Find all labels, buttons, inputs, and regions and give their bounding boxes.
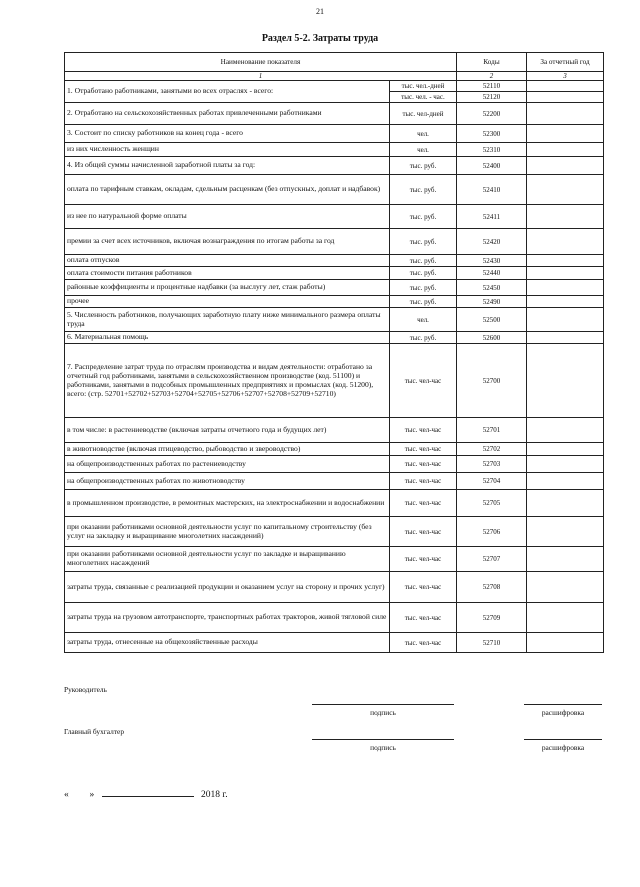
- row-name: оплата отпусков: [65, 255, 390, 267]
- row-name: при оказании работниками основной деятельности услуг по капитальному строительству (без услуг на закладку и выращивание многолетних насаждений): [65, 517, 390, 547]
- row-code: 52703: [457, 456, 527, 473]
- row-code: 52710: [457, 633, 527, 653]
- row-code: 52400: [457, 157, 527, 175]
- row-unit: тыс. чел-час: [390, 473, 457, 490]
- row-unit: тыс. чел-час: [390, 547, 457, 572]
- row-code: 52706: [457, 517, 527, 547]
- table-row: [65, 473, 604, 490]
- row-value-cell[interactable]: [527, 296, 604, 308]
- row-unit: тыс. чел-час: [390, 517, 457, 547]
- row-name: 3. Состоит по списку работников на конец года - всего: [65, 125, 390, 143]
- table-row: [65, 175, 604, 205]
- table-row: [65, 267, 604, 280]
- table-row: [65, 547, 604, 572]
- row-unit: тыс. руб.: [390, 332, 457, 344]
- row-code: 52450: [457, 280, 527, 296]
- row-value-cell[interactable]: [527, 125, 604, 143]
- head-signature-caption: подпись: [370, 708, 396, 717]
- row-unit: тыс. руб.: [390, 157, 457, 175]
- row-unit: тыс. чел.-дней: [390, 81, 457, 92]
- accountant-decoding-line[interactable]: [524, 739, 602, 740]
- row-code: 52411: [457, 205, 527, 229]
- row-name: оплата стоимости питания работников: [65, 267, 390, 280]
- row-code: 52702: [457, 443, 527, 456]
- row-unit: тыс. руб.: [390, 205, 457, 229]
- row-unit: тыс. чел-час: [390, 456, 457, 473]
- row-unit: тыс. чел-час: [390, 443, 457, 456]
- row-value-cell[interactable]: [527, 205, 604, 229]
- row-name: 6. Материальная помощь: [65, 332, 390, 344]
- row-name: затраты труда, связанные с реализацией продукции и оказанием услуг на сторону и прочих услуг): [65, 572, 390, 603]
- row-code: 52708: [457, 572, 527, 603]
- row-code: 52440: [457, 267, 527, 280]
- table-row: [65, 103, 604, 125]
- row-name: из них численность женщин: [65, 143, 390, 157]
- labor-costs-table: [64, 52, 604, 653]
- date-line: [64, 787, 228, 800]
- table-row: [65, 344, 604, 418]
- row-value-cell[interactable]: [527, 473, 604, 490]
- row-value-cell[interactable]: [527, 157, 604, 175]
- row-unit: тыс. руб.: [390, 175, 457, 205]
- row-code: 52701: [457, 418, 527, 443]
- table-row: [65, 81, 604, 92]
- head-decoding-caption: расшифровка: [541, 708, 585, 717]
- row-value-cell[interactable]: [527, 308, 604, 332]
- table-row: [65, 157, 604, 175]
- row-unit: тыс. чел-дней: [390, 103, 457, 125]
- row-value-cell[interactable]: [527, 280, 604, 296]
- row-code: 52110: [457, 81, 527, 92]
- row-name: 2. Отработано на сельскохозяйственных работах привлеченными работниками: [65, 103, 390, 125]
- row-unit: тыс. чел-час: [390, 633, 457, 653]
- row-code: 52300: [457, 125, 527, 143]
- table-row: [65, 332, 604, 344]
- head-decoding-line[interactable]: [524, 704, 602, 705]
- date-year: 2018 г.: [201, 790, 228, 800]
- row-unit: тыс. чел-час: [390, 418, 457, 443]
- table-row: [65, 308, 604, 332]
- row-name: в промышленном производстве, в ремонтных мастерских, на электроснабжении и водоснабжении: [65, 490, 390, 517]
- row-code: 52310: [457, 143, 527, 157]
- column-index-code: 2: [457, 72, 527, 81]
- row-name: из нее по натуральной форме оплаты: [65, 205, 390, 229]
- header-value: За отчетный год: [527, 53, 604, 72]
- column-index-row: [65, 72, 604, 81]
- row-name: на общепроизводственных работах по животноводству: [65, 473, 390, 490]
- row-value-cell[interactable]: [527, 547, 604, 572]
- head-label: Руководитель: [64, 685, 107, 694]
- row-name: прочее: [65, 296, 390, 308]
- accountant-signature-caption: подпись: [370, 743, 396, 752]
- row-name: на общепроизводственных работах по растениеводству: [65, 456, 390, 473]
- row-value-cell[interactable]: [527, 456, 604, 473]
- table-row: [65, 205, 604, 229]
- row-value-cell[interactable]: [527, 633, 604, 653]
- chief-accountant-label: Главный бухгалтер: [64, 727, 125, 736]
- header-name: Наименование показателя: [65, 53, 457, 72]
- column-index-name: 1: [65, 72, 457, 81]
- row-unit: тыс. руб.: [390, 280, 457, 296]
- table-row: [65, 255, 604, 267]
- row-value-cell[interactable]: [527, 418, 604, 443]
- table-row: [65, 229, 604, 255]
- row-code: 52490: [457, 296, 527, 308]
- row-unit: тыс. чел-час: [390, 572, 457, 603]
- row-unit: тыс. чел-час: [390, 344, 457, 418]
- row-value-cell[interactable]: [527, 332, 604, 344]
- row-code: 52600: [457, 332, 527, 344]
- accountant-decoding-caption: расшифровка: [541, 743, 585, 752]
- row-value-cell[interactable]: [527, 103, 604, 125]
- row-code: 52500: [457, 308, 527, 332]
- row-code: 52200: [457, 103, 527, 125]
- row-value-cell[interactable]: [527, 443, 604, 456]
- table-row: [65, 143, 604, 157]
- row-value-cell[interactable]: [527, 229, 604, 255]
- table-row: [65, 443, 604, 456]
- header-row: [65, 53, 604, 72]
- table-row: [65, 603, 604, 633]
- row-name: затраты труда, отнесенные на общехозяйственные расходы: [65, 633, 390, 653]
- row-name: в животноводстве (включая птицеводство, рыбоводство и звероводство): [65, 443, 390, 456]
- column-index-value: 3: [527, 72, 604, 81]
- date-open-quote: «: [64, 790, 69, 800]
- table-row: [65, 490, 604, 517]
- header-code: Коды: [457, 53, 527, 72]
- row-unit: тыс. чел. - час.: [390, 92, 457, 103]
- row-unit: тыс. руб.: [390, 296, 457, 308]
- date-close-quote: »: [89, 790, 95, 800]
- table-row: [65, 125, 604, 143]
- row-code: 52709: [457, 603, 527, 633]
- section-title: Раздел 5-2. Затраты труда: [261, 33, 379, 44]
- row-value-cell[interactable]: [527, 81, 604, 92]
- row-value-cell[interactable]: [527, 92, 604, 103]
- table-row: [65, 456, 604, 473]
- row-code: 52705: [457, 490, 527, 517]
- row-code: 52410: [457, 175, 527, 205]
- row-name: затраты труда на грузовом автотранспорте, транспортных работах тракторов, живой тягловой силе: [65, 603, 390, 633]
- table-row: [65, 280, 604, 296]
- row-unit: тыс. руб.: [390, 267, 457, 280]
- row-unit: тыс. руб.: [390, 255, 457, 267]
- page-number: 21: [316, 7, 324, 16]
- row-name: 1. Отработано работниками, занятыми во всех отраслях - всего:: [65, 81, 390, 103]
- row-value-cell[interactable]: [527, 517, 604, 547]
- row-unit: тыс. руб.: [390, 229, 457, 255]
- table-row: [65, 296, 604, 308]
- row-value-cell[interactable]: [527, 490, 604, 517]
- row-code: 52430: [457, 255, 527, 267]
- table-row: [65, 418, 604, 443]
- row-value-cell[interactable]: [527, 143, 604, 157]
- row-name: оплата по тарифным ставкам, окладам, сдельным расценкам (без отпускных, доплат и надбавок): [65, 175, 390, 205]
- row-name: в том числе: в растениеводстве (включая затраты отчетного года и будущих лет): [65, 418, 390, 443]
- accountant-signature-line[interactable]: [312, 739, 454, 740]
- row-name: 5. Численность работников, получающих заработную плату ниже минимального размера оплаты труда: [65, 308, 390, 332]
- row-value-cell[interactable]: [527, 572, 604, 603]
- row-value-cell[interactable]: [527, 175, 604, 205]
- row-unit: тыс. чел-час: [390, 490, 457, 517]
- row-code: 52700: [457, 344, 527, 418]
- row-name: при оказании работниками основной деятельности услуг по закладке и выращиванию многолетних насаждений: [65, 547, 390, 572]
- row-code: 52420: [457, 229, 527, 255]
- row-name: 7. Распределение затрат труда по отраслям производства и видам деятельности: отработано за отчетный год работниками, занятыми в сельскохозяйственном производстве (код. 51100) и работниками, занятыми в подсобных промышленных предприятиях и промыслах (код. 51200), всего: (стр. 52701+52702+52703+52704+52705+52706+52707+52708+52709+52710): [65, 344, 390, 418]
- date-month-blank[interactable]: [102, 787, 194, 797]
- row-code: 52707: [457, 547, 527, 572]
- row-name: премии за счет всех источников, включая вознаграждения по итогам работы за год: [65, 229, 390, 255]
- row-value-cell[interactable]: [527, 603, 604, 633]
- row-value-cell[interactable]: [527, 267, 604, 280]
- row-name: районные коэффициенты и процентные надбавки (за выслугу лет, стаж работы): [65, 280, 390, 296]
- table-row: [65, 572, 604, 603]
- table-row: [65, 517, 604, 547]
- row-unit: тыс. чел-час: [390, 603, 457, 633]
- row-unit: чел.: [390, 143, 457, 157]
- row-code: 52120: [457, 92, 527, 103]
- row-value-cell[interactable]: [527, 344, 604, 418]
- row-unit: чел.: [390, 308, 457, 332]
- row-name: 4. Из общей суммы начисленной заработной платы за год:: [65, 157, 390, 175]
- head-signature-line[interactable]: [312, 704, 454, 705]
- table-row: [65, 633, 604, 653]
- row-code: 52704: [457, 473, 527, 490]
- row-value-cell[interactable]: [527, 255, 604, 267]
- row-unit: чел.: [390, 125, 457, 143]
